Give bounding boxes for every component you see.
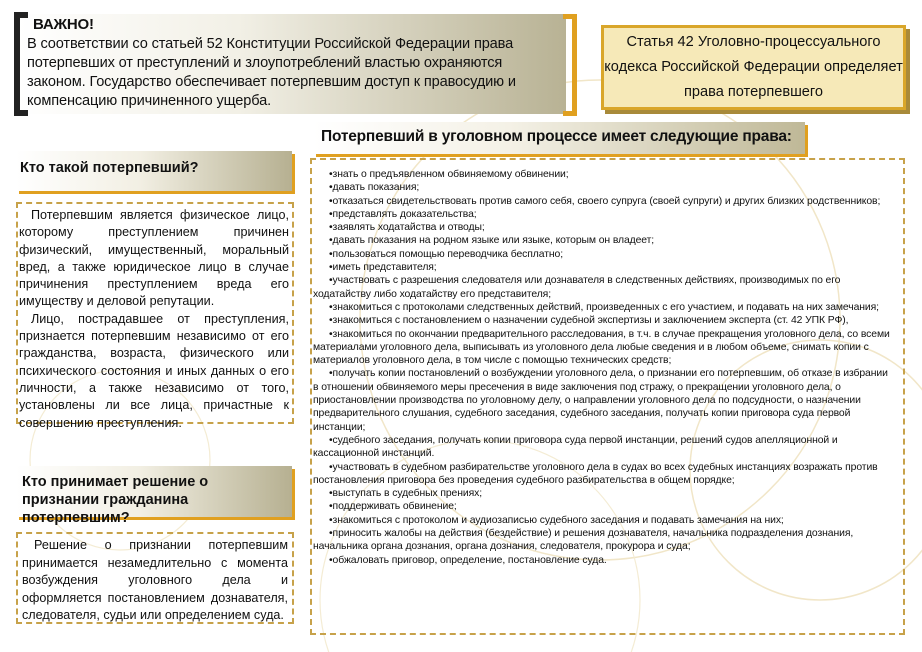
rights-item-text: отказаться свидетельствовать против самого себя, своего супруга (своей супруги) и других близких родственников; — [332, 195, 881, 207]
rights-item-text: участвовать в судебном разбирательстве уголовного дела в судах во всех судебных инстанциях возражать против постановления приговора без проведения судебного разбирательства в общем порядке; — [313, 461, 878, 486]
bullet-icon: • — [329, 248, 333, 260]
bullet-icon: • — [329, 222, 333, 234]
bullet-icon: • — [329, 488, 333, 500]
rights-list-item — [313, 514, 895, 527]
rights-item-text: знакомиться с протоколом и аудиозаписью судебного заседания и подавать замечания на них; — [332, 514, 784, 526]
rights-list-item — [313, 195, 895, 208]
bullet-icon: • — [329, 514, 333, 526]
rights-item-text: участвовать с разрешения следователя или дознавателя в следственных действиях, производимых по его ходатайству либо ходатайству его представителя; — [313, 275, 841, 300]
rights-item-text: поддерживать обвинение; — [332, 501, 457, 513]
bullet-icon: • — [329, 328, 333, 340]
important-text: В соответствии со статьей 52 Конституции Российской Федерации права потерпевших от преступлений и злоупотреблений властью охраняются законом. Государство обеспечивает потерпевшим доступ к правосудию и компенсацию причиненного ущерба. — [27, 36, 516, 109]
rights-list-item — [313, 248, 895, 261]
rights-list-item — [313, 301, 895, 314]
rights-item-text: заявлять ходатайства и отводы; — [332, 222, 485, 234]
rights-item-text: знать о предъявленном обвиняемому обвинении; — [332, 169, 569, 180]
rights-item-text: знакомиться с постановлением о назначении судебной экспертизы и заключением эксперта (ст. 42 УПК РФ), — [332, 315, 849, 327]
bullet-icon: • — [329, 315, 333, 327]
bullet-icon: • — [329, 434, 333, 446]
rights-list-item — [313, 500, 895, 513]
rights-item-text: давать показания; — [332, 182, 420, 194]
bullet-icon: • — [329, 275, 333, 287]
decision-heading-banner — [16, 466, 292, 526]
bullet-icon: • — [329, 182, 333, 194]
bullet-icon: • — [329, 195, 333, 207]
rights-item-text: приносить жалобы на действия (бездействие) и решения дознавателя, начальника подразделения дознания, начальника органа дознания, органа дознания, следователя, прокурора и суда; — [313, 528, 854, 553]
rights-list-item — [313, 261, 895, 274]
article-box — [601, 25, 906, 110]
who-heading: Кто такой потерпевший? — [20, 160, 199, 176]
who-paragraph: Лицо, пострадавшее от преступления, признается потерпевшим независимо от его гражданства, возраста, физического или психического состояния и иных данных о его личности, а также независимо от того, установлены ли все лица, причастные к совершению преступления. — [19, 311, 289, 430]
bullet-icon: • — [329, 169, 333, 180]
rights-list-item — [313, 367, 895, 433]
bullet-icon: • — [329, 461, 333, 473]
bullet-icon: • — [329, 501, 333, 513]
rights-list-item — [313, 221, 895, 234]
rights-item-text: выступать в судебных прениях; — [332, 488, 482, 500]
bullet-icon: • — [329, 208, 333, 220]
rights-list-item — [313, 274, 895, 301]
rights-item-text: обжаловать приговор, определение, постановление суда. — [332, 554, 607, 566]
rights-list — [313, 168, 895, 567]
rights-list-item — [313, 527, 895, 554]
rights-list-item — [313, 168, 895, 181]
rights-item-text: представлять доказательства; — [332, 208, 477, 220]
decision-heading: Кто принимает решение о признании гражданина потерпевшим? — [22, 474, 209, 526]
rights-item-text: знакомиться по окончании предварительного расследования, в т.ч. в случае прекращения уголовного дела, со всеми материалами уголовного дела, выписывать из уголовного дела любые сведения и в любом объеме, снимать копии с материалов уголовного дела, в том числе с помощью технических средств; — [313, 328, 890, 367]
decision-paragraph: Решение о признании потерпевшим принимается незамедлительно с момента возбуждения уголовного дела и оформляется постановлением дознавателя, следователя, судьи или определением суда. — [22, 538, 288, 622]
rights-heading: Потерпевший в уголовном процессе имеет следующие права: — [321, 128, 792, 145]
rights-list-item — [313, 461, 895, 488]
who-text — [19, 207, 289, 432]
bullet-icon: • — [329, 554, 333, 566]
rights-item-text: получать копии постановлений о возбуждении уголовного дела, о признании его потерпевшим, об отказе в избрании в отношении обвиняемого меры пресечения в виде заключения под стражу, о прекращении уголовного дела, о приостановлении производства по уголовному делу, о направлении уголовного дела по подсудности, о назначении предварительного слушания, судебного заседания, судебного заседания, получать копии приговора суда первой инстанции; — [313, 368, 888, 433]
rights-list-item — [313, 434, 895, 461]
bullet-icon: • — [329, 235, 333, 247]
right-bracket-decoration — [563, 14, 577, 116]
rights-list-item — [313, 554, 895, 567]
rights-list-item — [313, 314, 895, 327]
rights-item-text: давать показания на родном языке или языке, которым он владеет; — [332, 235, 655, 247]
rights-list-item — [313, 487, 895, 500]
rights-list-item — [313, 208, 895, 221]
bullet-icon: • — [329, 301, 333, 313]
article-text: Статья 42 Уголовно-процессуального кодекса Российской Федерации определяет права потерпевшего — [604, 34, 903, 100]
rights-item-text: пользоваться помощью переводчика бесплатно; — [332, 248, 563, 260]
rights-list-item — [313, 328, 895, 368]
rights-list-item — [313, 181, 895, 194]
rights-item-text: иметь представителя; — [332, 262, 437, 274]
left-bracket-decoration — [14, 12, 28, 116]
rights-item-text: знакомиться с протоколами следственных действий, произведенных с его участием, и подавать на них замечания; — [332, 301, 879, 313]
bullet-icon: • — [329, 262, 333, 274]
decision-text — [22, 537, 288, 625]
who-paragraph: Потерпевшим является физическое лицо, которому преступлением причинен физический, имущественный, моральный вред, а также юридическое лицо в случае причинения преступлением вреда его имуществу и деловой репутации. — [19, 208, 289, 309]
rights-heading-banner — [313, 122, 805, 154]
important-title: ВАЖНО! — [33, 16, 94, 33]
rights-item-text: судебного заседания, получать копии приговора суда первой инстанции, решений судов апелляционной и кассационной инстанций. — [313, 434, 838, 460]
bullet-icon: • — [329, 528, 333, 540]
bullet-icon: • — [329, 368, 333, 380]
rights-list-item — [313, 234, 895, 247]
who-heading-banner — [16, 151, 292, 191]
